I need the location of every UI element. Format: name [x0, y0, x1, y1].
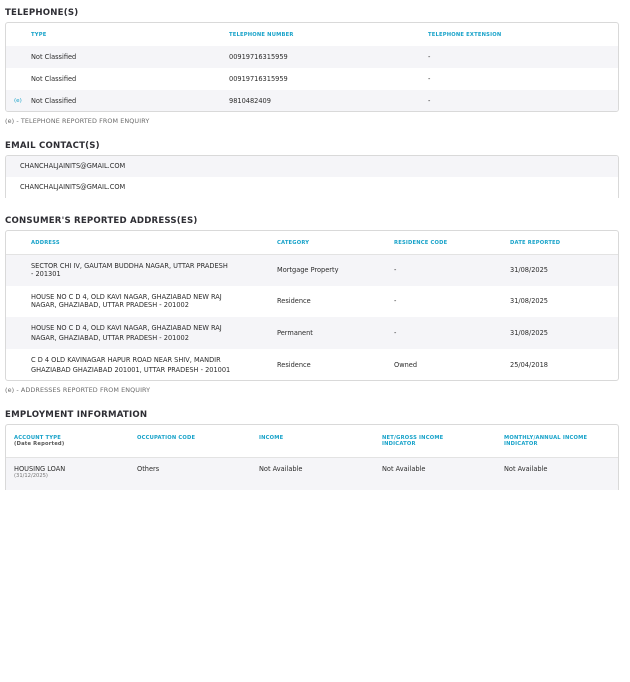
header-net-gross-line-2: INDICATOR [382, 441, 416, 447]
phone-type: Not Classified [31, 53, 77, 61]
header-account-type [14, 435, 64, 447]
address-line-1: HOUSE NO C D 4, OLD KAVI NAGAR, GHAZIABAD NEW RAJ [31, 324, 222, 332]
phone-extension: - [428, 75, 431, 83]
addresses-table [5, 230, 619, 381]
employment-account-type [14, 465, 65, 480]
header-address: ADDRESS [31, 240, 60, 246]
table-row [6, 255, 618, 286]
residence-code: - [394, 266, 397, 274]
header-category: CATEGORY [277, 240, 310, 246]
address-category: Residence [277, 361, 311, 369]
address-category: Mortgage Property [277, 266, 339, 274]
employment-table [5, 424, 619, 490]
header-date-reported-sub: (Date Reported) [14, 441, 65, 447]
emails-table [5, 155, 619, 198]
address-line-2: NAGAR, GHAZIABAD, UTTAR PRADESH - 201002 [31, 334, 189, 342]
address-line-2: NAGAR, GHAZIABAD, UTTAR PRADESH - 201002 [31, 301, 189, 309]
address-line-1: C D 4 OLD KAVINAGAR HAPUR ROAD NEAR SHIV, MANDIR [31, 356, 221, 364]
list-item [6, 156, 618, 177]
address-line-1: SECTOR CHI IV, GAUTAM BUDDHA NAGAR, UTTAR PRADESH [31, 262, 228, 270]
header-telephone-extension: TELEPHONE EXTENSION [428, 32, 502, 38]
telephones-note: (e) - TELEPHONE REPORTED FROM ENQUIRY [5, 117, 150, 125]
phone-extension: - [428, 53, 431, 61]
table-row [6, 90, 618, 112]
email-address: CHANCHALJAINITS@GMAIL.COM [20, 162, 126, 170]
header-net-gross-line-1: NET/GROSS INCOME [382, 435, 444, 441]
email-address: CHANCHALJAINITS@GMAIL.COM [20, 183, 126, 191]
date-reported: 31/08/2025 [510, 329, 549, 337]
phone-type: Not Classified [31, 97, 77, 105]
header-type: TYPE [31, 32, 47, 38]
header-monthly-line-1: MONTHLY/ANNUAL INCOME [504, 435, 588, 441]
emails-title: EMAIL CONTACT(S) [5, 141, 100, 151]
net-gross-value: Not Available [382, 465, 426, 473]
table-row [6, 317, 618, 349]
list-item [6, 177, 618, 198]
address-line-2: - 201301 [31, 270, 61, 278]
header-monthly-annual [504, 435, 587, 447]
date-reported: 25/04/2018 [510, 361, 549, 369]
phone-number: 00919716315959 [229, 53, 288, 61]
date-reported: 31/08/2025 [510, 266, 549, 274]
account-date-reported: (31/12/2025) [14, 473, 48, 479]
header-account-type-label: ACCOUNT TYPE [14, 435, 61, 441]
address-category: Residence [277, 297, 311, 305]
residence-code: - [394, 329, 397, 337]
telephones-title: TELEPHONE(S) [5, 8, 79, 18]
residence-code: - [394, 297, 397, 305]
account-type-value: HOUSING LOAN [14, 465, 66, 473]
phone-extension: - [428, 97, 431, 105]
table-row [6, 458, 618, 490]
header-occupation-code: OCCUPATION CODE [137, 435, 196, 441]
table-row [6, 46, 618, 68]
address-category: Permanent [277, 329, 313, 337]
employment-title: EMPLOYMENT INFORMATION [5, 410, 148, 420]
table-row [6, 68, 618, 90]
phone-number: 00919716315959 [229, 75, 288, 83]
telephones-table [5, 22, 619, 112]
header-date-reported: DATE REPORTED [510, 240, 561, 246]
residence-code: Owned [394, 361, 418, 369]
header-net-gross [382, 435, 443, 447]
addresses-title: CONSUMER'S REPORTED ADDRESS(ES) [5, 216, 198, 226]
header-residence-code: RESIDENCE CODE [394, 240, 448, 246]
table-row [6, 349, 618, 381]
address-line-1: HOUSE NO C D 4, OLD KAVI NAGAR, GHAZIABAD NEW RAJ [31, 293, 222, 301]
header-monthly-line-2: INDICATOR [504, 441, 538, 447]
occupation-code: Others [137, 465, 160, 473]
phone-type: Not Classified [31, 75, 77, 83]
addresses-note: (e) - ADDRESSES REPORTED FROM ENQUIRY [5, 386, 151, 394]
table-row [6, 286, 618, 317]
income-value: Not Available [259, 465, 303, 473]
date-reported: 31/08/2025 [510, 297, 549, 305]
phone-number: 9810482409 [229, 97, 271, 105]
monthly-annual-value: Not Available [504, 465, 548, 473]
enquiry-flag: (e) [14, 98, 22, 104]
header-income: INCOME [259, 435, 284, 441]
address-line-2: GHAZIABAD GHAZIABAD 201001, UTTAR PRADESH - 201001 [31, 366, 231, 374]
header-telephone-number: TELEPHONE NUMBER [229, 32, 294, 38]
